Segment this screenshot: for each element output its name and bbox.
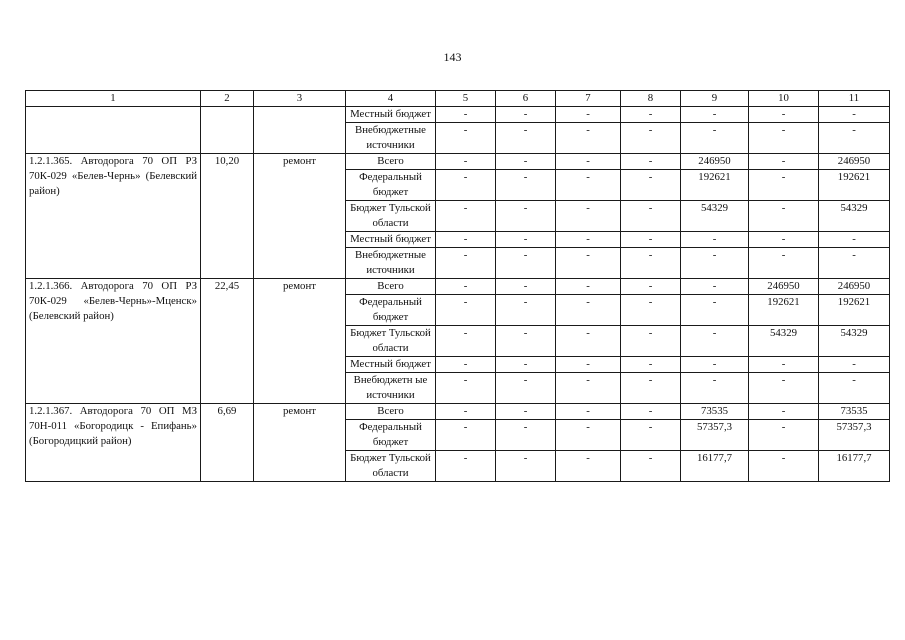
funding-source: Местный бюджет	[346, 357, 436, 373]
funding-value: -	[681, 107, 749, 123]
funding-value: -	[496, 404, 556, 420]
funding-value: 54329	[749, 326, 819, 357]
funding-value: -	[819, 357, 890, 373]
funding-value: -	[496, 420, 556, 451]
funding-value: -	[749, 404, 819, 420]
funding-value: -	[496, 123, 556, 154]
funding-value: -	[621, 154, 681, 170]
funding-source: Федеральный бюджет	[346, 295, 436, 326]
funding-value: -	[496, 232, 556, 248]
table-row	[26, 279, 890, 295]
funding-value: 192621	[749, 295, 819, 326]
funding-value: -	[496, 154, 556, 170]
funding-value: -	[681, 248, 749, 279]
project-length: 6,69	[201, 404, 254, 482]
funding-value: 192621	[819, 170, 890, 201]
column-header-8: 8	[621, 91, 681, 107]
column-header-5: 5	[436, 91, 496, 107]
funding-value: -	[749, 373, 819, 404]
funding-value: -	[436, 326, 496, 357]
funding-source: Федеральный бюджет	[346, 170, 436, 201]
funding-value: -	[621, 170, 681, 201]
funding-source: Внебюджетн ые источники	[346, 373, 436, 404]
funding-source: Всего	[346, 279, 436, 295]
funding-value: 73535	[681, 404, 749, 420]
funding-value: -	[556, 107, 621, 123]
table-row	[26, 404, 890, 420]
funding-source: Бюджет Тульской области	[346, 201, 436, 232]
funding-value: -	[621, 248, 681, 279]
funding-value: -	[749, 154, 819, 170]
funding-value: -	[436, 107, 496, 123]
funding-value: 54329	[681, 201, 749, 232]
funding-value: -	[556, 295, 621, 326]
header-row	[26, 91, 890, 107]
funding-value: -	[556, 373, 621, 404]
funding-value: -	[496, 326, 556, 357]
project-name: 1.2.1.366. Автодорога 70 ОП РЗ 70К-029 «Белев-Чернь»-Мценск» (Белевский район)	[26, 279, 201, 404]
funding-value: -	[496, 373, 556, 404]
funding-value: -	[749, 123, 819, 154]
column-header-2: 2	[201, 91, 254, 107]
funding-value: -	[556, 248, 621, 279]
funding-value: -	[556, 232, 621, 248]
funding-value: -	[681, 373, 749, 404]
funding-value: -	[496, 295, 556, 326]
funding-value: 246950	[819, 154, 890, 170]
funding-value: 246950	[749, 279, 819, 295]
funding-value: -	[819, 123, 890, 154]
funding-value: -	[496, 170, 556, 201]
funding-source: Внебюджетные источники	[346, 123, 436, 154]
project-work-type: ремонт	[254, 154, 346, 279]
funding-value: -	[819, 232, 890, 248]
project-length: 10,20	[201, 154, 254, 279]
funding-value: -	[496, 279, 556, 295]
funding-value: 246950	[681, 154, 749, 170]
funding-value: -	[436, 404, 496, 420]
project-work-type: ремонт	[254, 279, 346, 404]
funding-value: -	[749, 420, 819, 451]
funding-value: -	[556, 170, 621, 201]
funding-value: -	[621, 326, 681, 357]
funding-value: -	[436, 154, 496, 170]
funding-value: -	[556, 404, 621, 420]
funding-value: -	[621, 279, 681, 295]
funding-value: -	[749, 170, 819, 201]
funding-source: Всего	[346, 154, 436, 170]
column-header-10: 10	[749, 91, 819, 107]
funding-value: -	[556, 154, 621, 170]
funding-value: -	[621, 404, 681, 420]
column-header-7: 7	[556, 91, 621, 107]
funding-value: -	[496, 248, 556, 279]
length-cell	[201, 107, 254, 154]
funding-value: 192621	[819, 295, 890, 326]
funding-value: -	[556, 420, 621, 451]
funding-value: -	[436, 232, 496, 248]
project-name: 1.2.1.367. Автодорога 70 ОП МЗ 70Н-011 «Богородицк - Епифань» (Богородицкий район)	[26, 404, 201, 482]
funding-value: -	[496, 451, 556, 482]
funding-value: -	[621, 123, 681, 154]
table-row	[26, 107, 890, 123]
column-header-3: 3	[254, 91, 346, 107]
funding-value: -	[819, 373, 890, 404]
funding-value: -	[621, 357, 681, 373]
funding-value: 73535	[819, 404, 890, 420]
funding-value: -	[556, 201, 621, 232]
funding-source: Бюджет Тульской области	[346, 451, 436, 482]
funding-source: Внебюджетные источники	[346, 248, 436, 279]
funding-value: -	[681, 326, 749, 357]
funding-value: -	[436, 295, 496, 326]
funding-value: 16177,7	[819, 451, 890, 482]
funding-value: -	[436, 451, 496, 482]
page-number: 143	[443, 50, 462, 64]
funding-value: -	[681, 232, 749, 248]
column-header-1: 1	[26, 91, 201, 107]
funding-value: -	[556, 357, 621, 373]
funding-value: -	[621, 107, 681, 123]
funding-value: -	[749, 232, 819, 248]
funding-value: -	[436, 123, 496, 154]
funding-value: -	[749, 248, 819, 279]
funding-value: -	[436, 420, 496, 451]
funding-source: Местный бюджет	[346, 232, 436, 248]
funding-value: -	[621, 232, 681, 248]
funding-source: Федеральный бюджет	[346, 420, 436, 451]
funding-value: -	[819, 248, 890, 279]
funding-value: 246950	[819, 279, 890, 295]
funding-value: -	[749, 451, 819, 482]
column-header-6: 6	[496, 91, 556, 107]
funding-value: 192621	[681, 170, 749, 201]
funding-value: -	[681, 279, 749, 295]
funding-value: -	[496, 201, 556, 232]
funding-value: -	[621, 451, 681, 482]
work-type-cell	[254, 107, 346, 154]
funding-value: -	[436, 201, 496, 232]
funding-value: -	[621, 295, 681, 326]
funding-value: -	[436, 357, 496, 373]
funding-source: Всего	[346, 404, 436, 420]
funding-source: Бюджет Тульской области	[346, 326, 436, 357]
funding-value: -	[556, 279, 621, 295]
funding-value: -	[556, 451, 621, 482]
funding-value: 16177,7	[681, 451, 749, 482]
table-row	[26, 154, 890, 170]
column-header-4: 4	[346, 91, 436, 107]
funding-value: -	[681, 295, 749, 326]
project-work-type: ремонт	[254, 404, 346, 482]
column-header-9: 9	[681, 91, 749, 107]
project-name-cell	[26, 107, 201, 154]
funding-value: -	[621, 373, 681, 404]
project-name: 1.2.1.365. Автодорога 70 ОП РЗ 70К-029 «Белев-Чернь» (Белевский район)	[26, 154, 201, 279]
funding-value: -	[819, 107, 890, 123]
funding-value: -	[621, 420, 681, 451]
funding-source: Местный бюджет	[346, 107, 436, 123]
funding-value: -	[749, 107, 819, 123]
budget-table	[25, 90, 890, 482]
funding-value: -	[436, 248, 496, 279]
funding-value: -	[556, 326, 621, 357]
funding-value: -	[681, 123, 749, 154]
project-length: 22,45	[201, 279, 254, 404]
funding-value: -	[556, 123, 621, 154]
funding-value: -	[749, 201, 819, 232]
funding-value: 54329	[819, 326, 890, 357]
funding-value: -	[496, 107, 556, 123]
funding-value: -	[436, 373, 496, 404]
funding-value: -	[681, 357, 749, 373]
funding-value: -	[496, 357, 556, 373]
funding-value: -	[436, 279, 496, 295]
funding-value: -	[436, 170, 496, 201]
funding-value: -	[621, 201, 681, 232]
funding-value: 57357,3	[681, 420, 749, 451]
funding-value: -	[749, 357, 819, 373]
column-header-11: 11	[819, 91, 890, 107]
funding-value: 54329	[819, 201, 890, 232]
funding-value: 57357,3	[819, 420, 890, 451]
